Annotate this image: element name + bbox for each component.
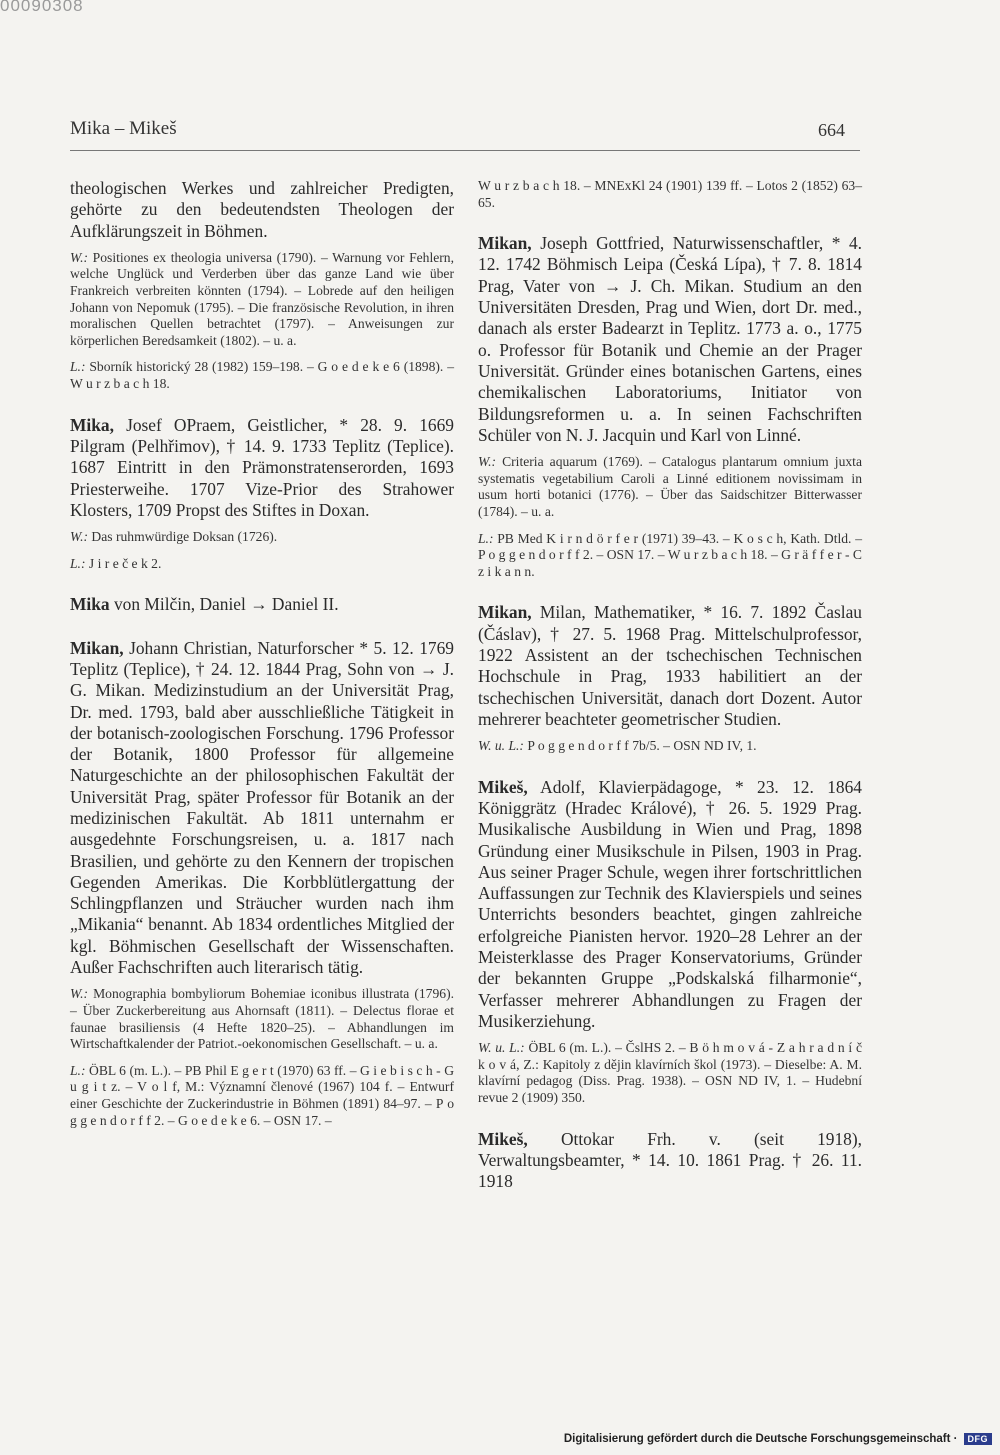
works-list: W.: Monographia bombyliorum Bohemiae iconibus illustrata (1796). – Über Zuckerbereitung aus Ahornsaft (1811). – Delectus florae et faunae brasiliensis (4 Hefte 1820–25). – Abhandlungen im Wirtschaftkalender der Patriot.-oekonomischen Gesellschaft. – u. a. [70, 986, 454, 1052]
page-id: 00090308 [0, 0, 84, 15]
entry-headword: Mika, [70, 414, 114, 435]
entry-text: Mikan, Johann Christian, Naturforscher * 5. 12. 1769 Teplitz (Teplice), † 24. 12. 1844 Prag, Sohn von → J. G. Mikan. Medizinstudium an der Universität Prag, Dr. med. 1793, bald aber ausschließliche Tätigkeit in der botanisch-zoologischen Forschung. 1796 Professor der Botanik, 1800 Professor für allgemeine Naturgeschichte an der philosophischen Fakultät der Universität Prag, später Professor für Botanik an der medizinischen Fakultät. Ab 1811 unternahm er ausgedehnte Forschungsreisen, u. a. 1817 nach Brasilien, und gehörte zu den Kennern der tropischen Gegenden Amerikas. Die Korbblütlergattung der Schlingpflanzen und Sträucher wurden nach ihm „Mikania“ benannt. Ab 1834 ordentliches Mitglied der kgl. Böhmischen Gesellschaft der Wissenschaften. Außer Fachschriften auch literarisch tätig. [70, 637, 454, 978]
entry-headword: Mikan, [478, 602, 532, 623]
works-label: W.: [70, 249, 89, 265]
entry-text: Mika, Josef OPraem, Geistlicher, * 28. 9. 1669 Pilgram (Pelhřimov), † 14. 9. 1733 Teplitz (Teplice). 1687 Eintritt in den Prämonstratenserorden, 1693 Priesterweihe. 1707 Vize-Prior des Strahower Klosters, 1709 Propst des Stiftes in Doxan. [70, 414, 454, 520]
entry-mika-josef [70, 415, 454, 573]
literature-list: L.: J i r e č e k 2. [70, 555, 162, 571]
entry-headword: Mikeš, [478, 1128, 528, 1149]
entry-mikan-johann-christian [70, 638, 454, 1130]
literature-text: Sborník historický 28 (1982) 159–198. – G o e d e k e 6 (1898). – W u r z b a c h 18. [70, 359, 454, 392]
right-column [478, 178, 862, 1193]
literature-label: L.: [70, 359, 86, 375]
works-list: W.: Criteria aquarum (1769). – Catalogus plantarum omnium juxta systematis vegetabilium Caroli a Linné editionem novissimam in usum horti botanici (1776). – Über das Saidschitzer Bitterwasser (1784). – u. a. [478, 454, 862, 519]
works-literature-list: W. u. L.: ÖBL 6 (m. L.). – ČslHS 2. – B ö h m o v á - Z a h r a d n í č k o v á, Z.: Kapitoly z dějin klavírních škol (1973). – Dieselbe: A. M. klavírní pedagog (Diss. Prag. 1938). – OSN ND IV, 1. – Hudební revue 2 (1909) 350. [478, 1040, 862, 1106]
header-rule [70, 150, 860, 151]
entry-mikes-ottokar [478, 1129, 862, 1193]
literature-continuation: W u r z b a c h 18. – MNExKl 24 (1901) 139 ff. – Lotos 2 (1852) 63–65. [478, 178, 862, 210]
entry-text: theologischen Werkes und zahlreicher Predigten, gehörte zu den bedeutendsten Theologen der Aufklärungszeit in Böhmen. [70, 178, 454, 241]
entry-mikan-milan [478, 602, 862, 754]
footer-text: Digitalisierung gefördert durch die Deutsche Forschungsgemeinschaft · [563, 1433, 958, 1445]
works-text: Positiones ex theologia universa (1790). – Warnung vor Fehlern, welche Unglück und Verderben über das ganze Land wie über Frankreich verbreiten könnten (1794). – Lobrede auf den heiligen Johann von Nepomuk (1795). – Die französische Revolution, in ihren moralischen Quellen betrachtet (1797). – Anweisungen zur körperlichen Beredsamkeit (1802). – u. a. [70, 249, 454, 348]
page-number: 664 [818, 120, 845, 140]
entry-headword: Mika [70, 594, 110, 615]
left-column [70, 178, 454, 1129]
literature-list [70, 359, 454, 392]
entry-mikan-joseph-gottfried [478, 233, 862, 580]
entry-headword: Mikan, [478, 233, 532, 254]
works-list [70, 250, 454, 350]
entry-headword: Mikan, [70, 637, 124, 658]
entry-text: Mikeš, Adolf, Klavierpädagoge, * 23. 12. 1864 Königgrätz (Hradec Králové), † 26. 5. 1929 Prag. Musikalische Ausbildung in Wien und Prag, 1898 Gründung einer Musikschule in Pilsen, 1903 in Prag. Aus seiner Prager Schule, wegen ihrer fortschrittlichen Auffassungen zur Technik des Klavierspiels und seines Unterrichts besonders beachtet, gingen zahlreiche erfolgreiche Pianisten hervor. 1920–28 Lehrer an der Meisterklasse des Prager Konservatoriums, Gründer der bekannten Gruppe „Podskalská filharmonie“, Verfasser mehrerer Abhandlungen zu Fragen der Musikerziehung. [478, 776, 862, 1031]
dfg-logo: DFG [964, 1433, 993, 1445]
entry-text: Mikan, Milan, Mathematiker, * 16. 7. 1892 Časlau (Čáslav), † 27. 5. 1968 Prag. Mittelschulprofessor, 1922 Assistent an der tschechischen Technischen Hochschule in Prag, 1933 habilitiert an der tschechischen Universität, danach dort Dozent. Autor mehrerer beachteter geometrischer Studien. [478, 602, 862, 729]
digitization-footer [564, 1433, 992, 1445]
entry-headword: Mikeš, [478, 776, 528, 797]
literature-list: L.: ÖBL 6 (m. L.). – PB Phil E g e r t (1970) 63 ff. – G i e b i s c h - G u g i t z. – V o l f, M.: Významní členové (1967) 104 f. – Entwurf einer Geschichte der Zuckerindustrie in Böhmen (1891) 84–97. – P o g g e n d o r f f 2. – G o e d e k e 6. – OSN 17. – [70, 1062, 455, 1128]
entry-mika-milcin [70, 594, 454, 615]
literature-list: L.: PB Med K i r n d ö r f e r (1971) 39–43. – K o s c h, Kath. Dtld. – P o g g e n d o r f f 2. – OSN 17. – W u r z b a c h 18. – G r ä f f e r - C z i k a n n. [478, 530, 862, 579]
entry-continuation [70, 178, 454, 393]
works-literature-list: W. u. L.: P o g g e n d o r f f 7b/5. – OSN ND IV, 1. [478, 738, 757, 754]
running-head: Mika – Mikeš [70, 118, 177, 139]
works-list: W.: Das ruhmwürdige Doksan (1726). [70, 529, 278, 545]
entry-text: Mika von Milčin, Daniel → Daniel II. [70, 594, 339, 615]
entry-text: Mikan, Joseph Gottfried, Naturwissenschaftler, * 4. 12. 1742 Böhmisch Leipa (Česká Lípa), † 7. 8. 1814 Prag, Vater von → J. Ch. Mikan. Studium an den Universitäten Dresden, Prag und Wien, dort Dr. med., danach als erster Badearzt in Teplitz. 1773 a. o., 1775 o. Professor für Botanik und Chemie an der Prager Universität. Gründer eines botanischen Gartens, eines chemikalischen Laboratoriums, Initiator von Bildungsreformen u. a. In seinen Fachschriften Schüler von N. J. Jacquin und Karl von Linné. [478, 233, 862, 445]
entry-mikes-adolf [478, 777, 862, 1107]
entry-text: Mikeš, Ottokar Frh. v. (seit 1918), Verwaltungsbeamter, * 14. 10. 1861 Prag. † 26. 11. 1918 [478, 1128, 862, 1192]
